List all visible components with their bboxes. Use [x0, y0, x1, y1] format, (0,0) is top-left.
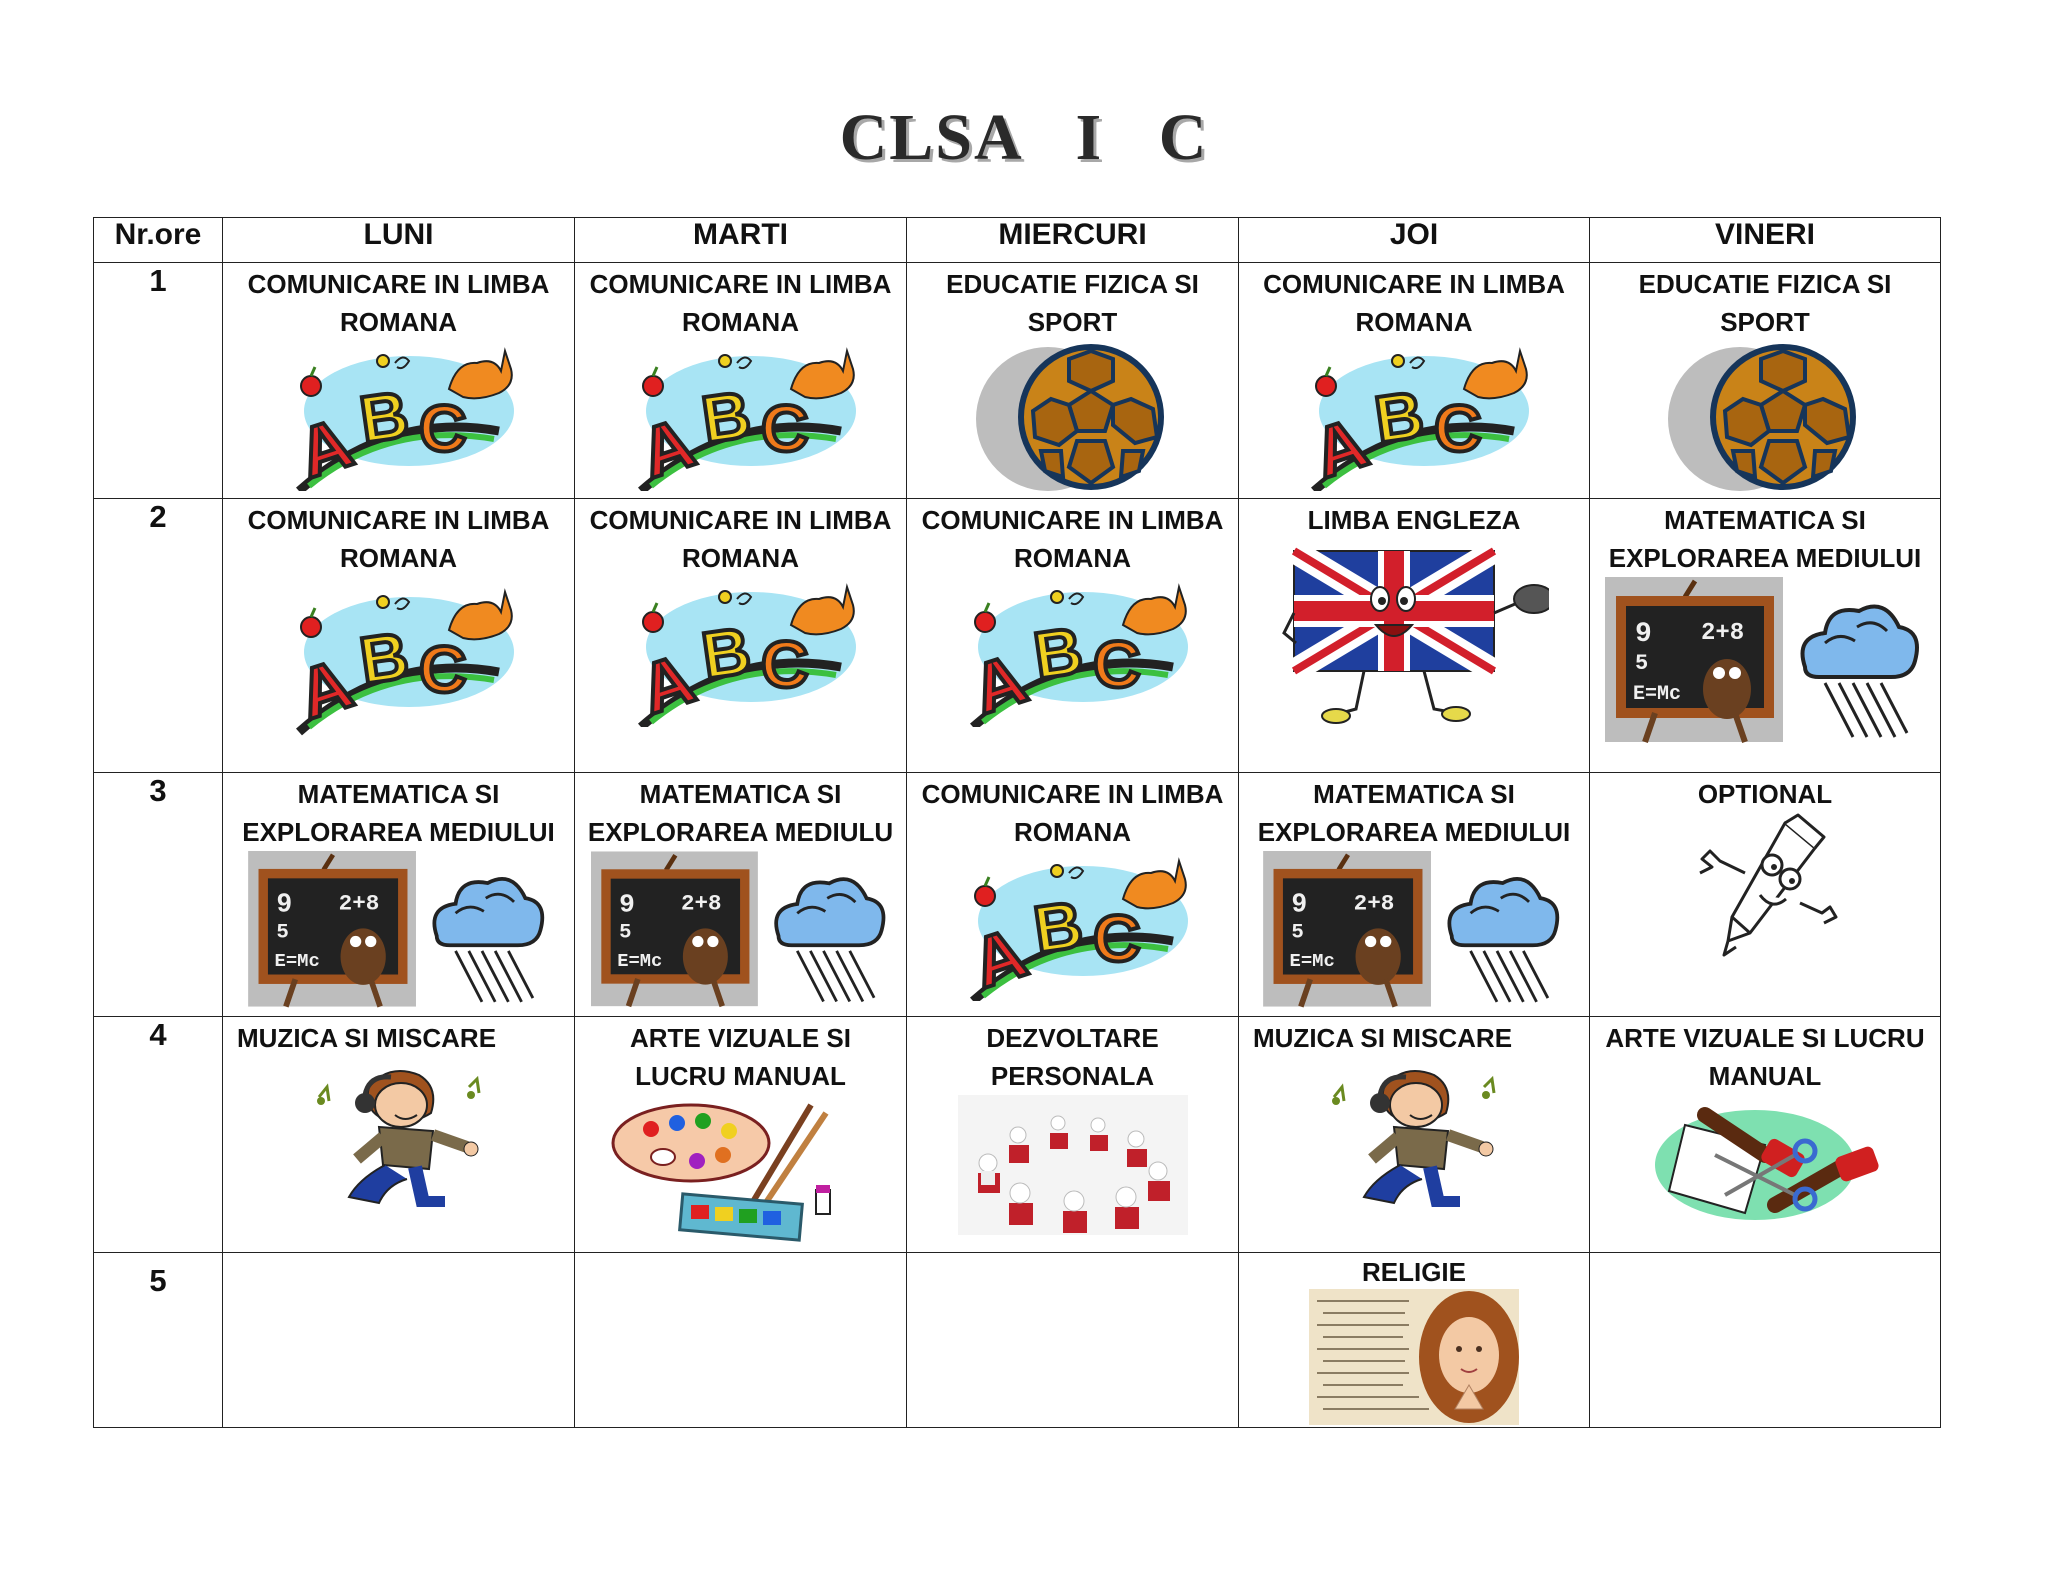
praying-child-icon	[1309, 1289, 1519, 1425]
abc-icon	[621, 341, 861, 491]
schedule-cell	[1590, 773, 1941, 1017]
blackboard-cloud-icon	[591, 851, 891, 1016]
abc-icon	[279, 577, 519, 737]
subject-label: COMUNICARE IN LIMBA ROMANA	[921, 505, 1224, 573]
subject-label	[1065, 1253, 1081, 1255]
subject-label: MUZICA SI MISCARE	[1253, 1023, 1513, 1053]
schedule-cell	[223, 773, 575, 1017]
schedule-cell	[1239, 1253, 1590, 1428]
schedule-cell	[223, 499, 575, 773]
schedule-cell	[907, 1017, 1239, 1253]
schedule-table	[93, 217, 1941, 1428]
subject-label: COMUNICARE IN LIMBA ROMANA	[921, 779, 1224, 847]
schedule-cell	[1239, 1017, 1590, 1253]
subject-label: COMUNICARE IN LIMBA ROMANA	[589, 505, 892, 573]
schedule-cell	[575, 773, 907, 1017]
table-row	[94, 499, 1941, 773]
subject-label: ARTE VIZUALE SI LUCRU MANUAL	[1605, 1023, 1925, 1091]
blackboard-cloud-icon	[1254, 851, 1574, 1016]
blackboard-cloud-icon	[239, 851, 559, 1016]
ball-icon	[963, 341, 1183, 491]
schedule-cell	[223, 1253, 575, 1428]
abc-icon	[953, 577, 1193, 727]
dancing-boy-icon	[299, 1057, 499, 1207]
schedule-cell	[907, 1253, 1239, 1428]
subject-label	[733, 1253, 749, 1255]
header-vineri: VINERI	[1590, 218, 1941, 263]
schedule-cell	[1590, 499, 1941, 773]
abc-icon	[1294, 341, 1534, 491]
header-luni: LUNI	[223, 218, 575, 263]
subject-label: COMUNICARE IN LIMBA ROMANA	[247, 269, 550, 337]
schedule-cell	[907, 263, 1239, 499]
schedule-cell	[575, 1017, 907, 1253]
subject-label: LIMBA ENGLEZA	[1307, 505, 1521, 535]
subject-label	[391, 1253, 407, 1255]
header-marti: MARTI	[575, 218, 907, 263]
subject-label: RELIGIE	[1361, 1257, 1466, 1287]
subject-label: EDUCATIE FIZICA SI SPORT	[1638, 269, 1892, 337]
subject-label: DEZVOLTARE PERSONALA	[986, 1023, 1159, 1091]
pencil-icon	[1690, 813, 1840, 963]
table-row	[94, 1253, 1941, 1428]
schedule-cell	[575, 1253, 907, 1428]
table-row	[94, 773, 1941, 1017]
schedule-cell	[223, 263, 575, 499]
schedule-cell	[1590, 263, 1941, 499]
header-joi: JOI	[1239, 218, 1590, 263]
row-number: 3	[94, 773, 223, 1017]
subject-label: MATEMATICA SI EXPLORAREA MEDIULUI	[1608, 505, 1922, 573]
uk-flag-icon	[1279, 539, 1549, 729]
blackboard-cloud-icon	[1605, 577, 1925, 752]
table-row	[94, 263, 1941, 499]
row-number: 2	[94, 499, 223, 773]
row-number: 5	[94, 1253, 223, 1428]
schedule-cell	[223, 1017, 575, 1253]
subject-label: MUZICA SI MISCARE	[237, 1023, 497, 1053]
subject-label: COMUNICARE IN LIMBA ROMANA	[589, 269, 892, 337]
subject-label	[1757, 1253, 1773, 1255]
abc-icon	[953, 851, 1193, 1001]
subject-label: MATEMATICA SI EXPLORAREA MEDIULUI	[1257, 779, 1571, 847]
schedule-cell	[1239, 773, 1590, 1017]
header-nr-ore: Nr.ore	[94, 218, 223, 263]
circle-meeting-icon	[958, 1095, 1188, 1235]
subject-label: OPTIONAL	[1697, 779, 1833, 809]
abc-icon	[279, 341, 519, 491]
subject-label: MATEMATICA SI EXPLORAREA MEDIULUI	[242, 779, 555, 847]
subject-label: EDUCATIE FIZICA SI SPORT	[946, 269, 1199, 337]
row-number: 1	[94, 263, 223, 499]
header-row	[94, 218, 1941, 263]
schedule-cell	[907, 773, 1239, 1017]
scissors-icon	[1645, 1095, 1885, 1225]
header-miercuri: MIERCURI	[907, 218, 1239, 263]
palette-icon	[611, 1095, 871, 1245]
schedule-cell	[907, 499, 1239, 773]
ball-icon	[1655, 341, 1875, 491]
schedule-cell	[1590, 1017, 1941, 1253]
table-row	[94, 1017, 1941, 1253]
abc-icon	[621, 577, 861, 727]
page-title: CLSA I C	[839, 101, 1209, 174]
row-number: 4	[94, 1017, 223, 1253]
dancing-boy-icon	[1314, 1057, 1514, 1207]
subject-label: ARTE VIZUALE SI LUCRU MANUAL	[629, 1023, 851, 1091]
schedule-cell	[1239, 499, 1590, 773]
schedule-cell	[1590, 1253, 1941, 1428]
subject-label: COMUNICARE IN LIMBA ROMANA	[1263, 269, 1565, 337]
schedule-cell	[1239, 263, 1590, 499]
subject-label: MATEMATICA SI EXPLORAREA MEDIULU	[587, 779, 894, 847]
schedule-cell	[575, 263, 907, 499]
subject-label: COMUNICARE IN LIMBA ROMANA	[247, 505, 550, 573]
schedule-cell	[575, 499, 907, 773]
